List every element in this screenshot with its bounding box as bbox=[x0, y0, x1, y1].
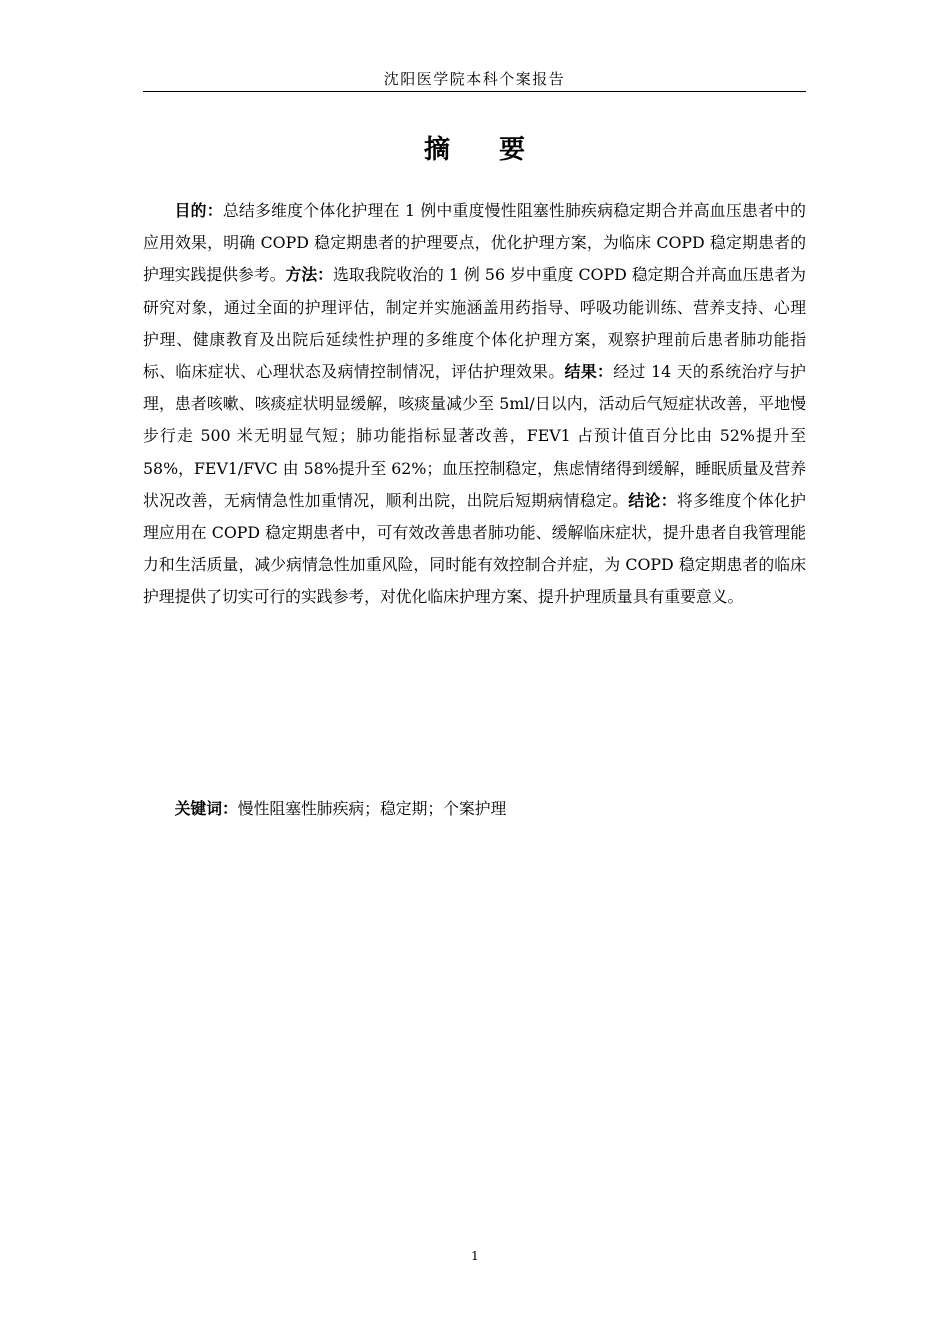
keywords-line bbox=[143, 793, 806, 825]
conclusion-text: 将多维度个体化护理应用在 COPD 稳定期患者中，可有效改善患者肺功能、缓解临床症状，提升患者自我管理能力和生活质量，减少病情急性加重风险，同时能有效控制合并症，为 COPD 稳定期患者的临床护理提供了切实可行的实践参考，对优化临床护理方案、提升护理质量具有重要意义。 bbox=[143, 490, 806, 607]
conclusion-label: 结论： bbox=[628, 490, 677, 510]
page-number: 1 bbox=[471, 1249, 479, 1263]
method-text: 选取我院收治的 1 例 56 岁中重度 COPD 稳定期合并高血压患者为研究对象，通过全面的护理评估，制定并实施涵盖用药指导、呼吸功能训练、营养支持、心理护理、健康教育及出院后延续性护理的多维度个体化护理方案，观察护理前后患者肺功能指标、临床症状、心理状态及病情控制情况，评估护理效果。 bbox=[143, 265, 806, 382]
keywords-text: 慢性阻塞性肺疾病；稳定期；个案护理 bbox=[237, 799, 507, 818]
abstract-paragraph bbox=[143, 195, 806, 614]
purpose-label: 目的： bbox=[174, 201, 223, 220]
running-header: 沈阳医学院本科个案报告 bbox=[383, 70, 566, 88]
header-divider bbox=[143, 91, 806, 92]
method-label: 方法： bbox=[285, 265, 333, 285]
keywords-label: 关键词： bbox=[174, 799, 238, 818]
result-label: 结果： bbox=[564, 362, 614, 382]
abstract-title: 摘 要 bbox=[423, 135, 546, 165]
result-text: 经过 14 天的系统治疗与护理，患者咳嗽、咳痰症状明显缓解，咳痰量减少至 5ml/日以内，活动后气短症状改善，平地慢步行走 500 米无明显气短；肺功能指标显著改善，FEV1 占预计值百分比由 52%提升至 58%，FEV1/FVC 由 58%提升至 62%；血压控制稳定，焦虑情绪得到缓解，睡眠质量及营养状况改善，无病情急性加重情况，顺利出院，出院后短期病情稳定。 bbox=[143, 362, 806, 510]
purpose-text: 总结多维度个体化护理在 1 例中重度慢性阻塞性肺疾病稳定期合并高血压患者中的应用效果，明确 COPD 稳定期患者的护理要点，优化护理方案，为临床 COPD 稳定期患者的护理实践提供参考。 bbox=[143, 201, 806, 285]
